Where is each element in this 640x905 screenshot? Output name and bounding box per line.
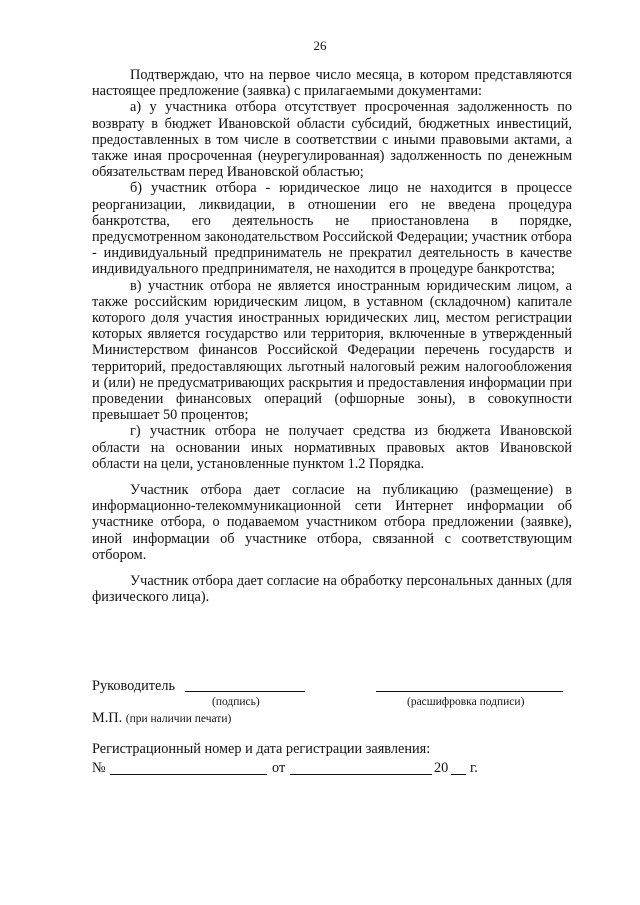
year-prefix: 20 xyxy=(434,760,449,776)
year-line xyxy=(451,774,466,775)
intro-paragraph: Подтверждаю, что на первое число месяца, в котором представляются настоящее предложение (заявка) с прилагаемыми документами: xyxy=(92,67,572,100)
item-g-paragraph: г) участник отбора не получает средства из бюджета Ивановской области на основании иных нормативных правовых актов Ивановской области на цели, установленные пунктом 1.2 Порядка. xyxy=(92,423,572,472)
seal-note: (при наличии печати) xyxy=(125,713,232,725)
item-a-paragraph: а) у участника отбора отсутствует просроченная задолженность по возврату в бюджет Ивановской области субсидий, бюджетных инвестиций, предоставленных в том числе в соответствии с иными правовыми актами, а также иная просроченная (неурегулированная) задолженность по денежным обязательствам перед Ивановской областью; xyxy=(92,99,572,181)
item-v-paragraph: в) участник отбора не является иностранным юридическим лицом, а также российским юридическим лицом, в уставном (складочном) капитале которого доля участия иностранных юридических лиц, местом регистрации которых является государство или территория, включенные в утвержденный Министерством финансов Российской Федерации перечень государств и территорий, предоставляющих льготный налоговый режим налогообложения и (или) не предусматривающих раскрытия и предоставления информации при проведении финансовых операций (офшорные зоны), в совокупности превышает 50 процентов; xyxy=(92,277,572,424)
seal-mark xyxy=(92,710,231,727)
publication-consent-paragraph: Участник отбора дает согласие на публикацию (размещение) в информационно-телекоммуникационной сети Интернет информации об участнике отбора, о подаваемом участником отбора предложении (заявке), иной информации об участнике отбора, связанной с соответствующим отбором. xyxy=(92,482,572,563)
number-sign: № xyxy=(92,760,106,776)
decryption-caption: (расшифровка подписи) xyxy=(407,696,525,708)
decryption-line xyxy=(376,691,563,692)
from-label: от xyxy=(272,760,286,776)
registration-number-line xyxy=(110,774,267,775)
page-number: 26 xyxy=(313,38,327,53)
year-suffix: г. xyxy=(470,760,478,776)
head-label: Руководитель xyxy=(92,678,176,694)
signature-line xyxy=(185,691,305,692)
signature-caption: (подпись) xyxy=(212,696,260,708)
personal-data-consent-paragraph: Участник отбора дает согласие на обработку персональных данных (для физического лица). xyxy=(92,573,572,606)
document-body xyxy=(92,67,572,606)
seal-label: М.П. xyxy=(92,710,123,726)
registration-date-line xyxy=(290,774,432,775)
registration-title: Регистрационный номер и дата регистрации заявления: xyxy=(92,741,431,757)
item-b-paragraph: б) участник отбора - юридическое лицо не находится в процессе реорганизации, ликвидации, в отношении его не введена процедура банкротства, его деятельность не приостановлена в порядке, предусмотренном законодательством Российской Федерации; участник отбора - индивидуальный предприниматель не прекратил деятельность в качестве индивидуального предпринимателя, не находится в процедуре банкротства; xyxy=(92,180,572,278)
